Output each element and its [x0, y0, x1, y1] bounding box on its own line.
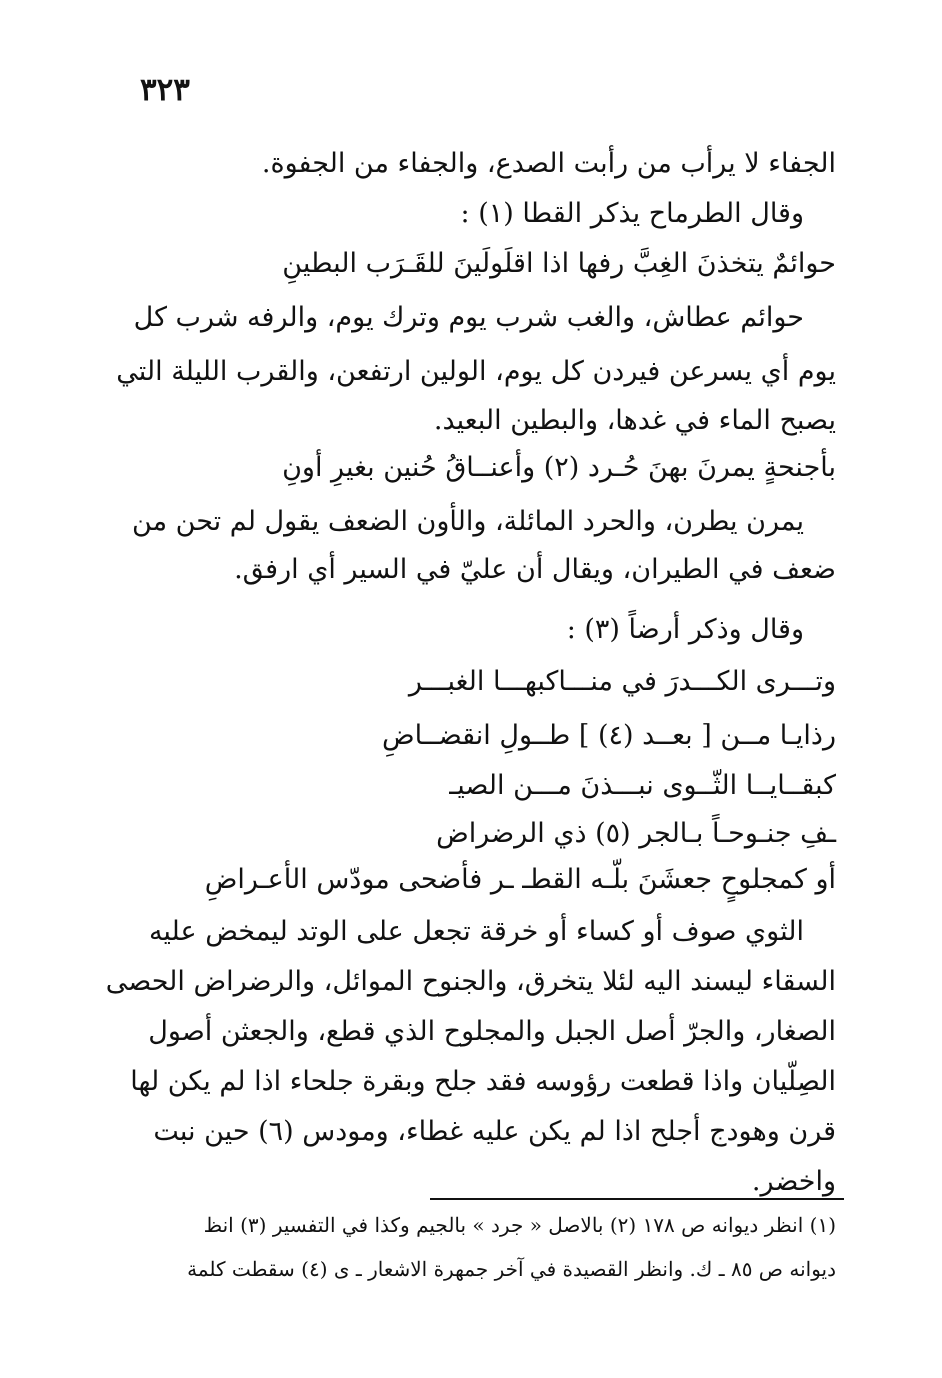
text-line: الصِلّيان واذا قطعت رؤوسه فقد جلح وبقرة جلحاء اذا لم يكن لها: [130, 1066, 836, 1097]
footnote-separator: [430, 1198, 844, 1200]
poem-line: حوائمٌ يتخذنَ الغِبَّ رفها اذا اقلَولَينَ للقَـرَب البطينِ: [282, 248, 836, 279]
text-line: الجفاء لا يرأب من رأبت الصدع، والجفاء من الجفوة.: [261, 148, 836, 179]
poem-line: كبقــايــا الثّــوى نبـــذنَ مـــن الصيـ: [449, 770, 836, 801]
text-line: يصبح الماء في غدها، والبطين البعيد.: [433, 405, 836, 436]
text-line: حوائم عطاش، والغب شرب يوم وترك يوم، والرفه شرب كل: [133, 302, 804, 333]
text-line: واخضر.: [751, 1166, 836, 1197]
text-line: قرن وهودج أجلح اذا لم يكن عليه غطاء، ومودس (٦) حين نبت: [153, 1116, 836, 1147]
text-line: يمرن يطرن، والحرد المائلة، والأون الضعف يقول لم تحن من: [132, 506, 804, 537]
footnote-line: ديوانه ص ٨٥ ـ ك. وانظر القصيدة في آخر جمهرة الاشعار ـ ى (٤) سقطت كلمة: [187, 1257, 836, 1281]
poem-line: وتـــرى الكـــدرَ في منـــاكبهـــا الغبـــر: [408, 666, 836, 697]
poem-line: بأجنحةٍ يمرنَ بهنَ حُـرد (٢) وأعنــاقُ حُنين بغيرِ أونِ: [282, 452, 836, 483]
footnote-line: (١) انظر ديوانه ص ١٧٨ (٢) بالاصل « جرد » بالجيم وكذا في التفسير (٣) انظ: [203, 1213, 836, 1237]
poem-line: رذايـا مــن [ بعــد (٤) ] طــولِ انقضــاضِ: [382, 720, 836, 751]
poem-line: ـفِ جنـوحـاً بـالجر (٥) ذي الرضراض: [436, 818, 836, 849]
text-line: ضعف في الطيران، ويقال أن عليّ في السير أي ارفق.: [234, 554, 836, 585]
poem-line: أو كمجلوحٍ جعشَنَ بلّـه القطـ ـر فأضحى مودّس الأعـراضِ: [204, 864, 836, 895]
text-line: الصغار، والجرّ أصل الجبل والمجلوح الذي قطع، والجعثن أصول: [148, 1016, 836, 1047]
page-number: ٣٢٣: [140, 72, 190, 108]
text-line: السقاء ليسند اليه لئلا يتخرق، والجنوح الموائل، والرضراض الحصى: [105, 966, 836, 997]
text-line: وقال الطرماح يذكر القطا (١) :: [460, 198, 804, 229]
text-line: الثوي صوف أو كساء أو خرقة تجعل على الوتد ليمخض عليه: [148, 916, 804, 947]
text-line: يوم أي يسرعن فيردن كل يوم، الولين ارتفعن، والقرب الليلة التي: [116, 356, 836, 387]
text-line: وقال وذكر أرضاً (٣) :: [566, 614, 804, 645]
